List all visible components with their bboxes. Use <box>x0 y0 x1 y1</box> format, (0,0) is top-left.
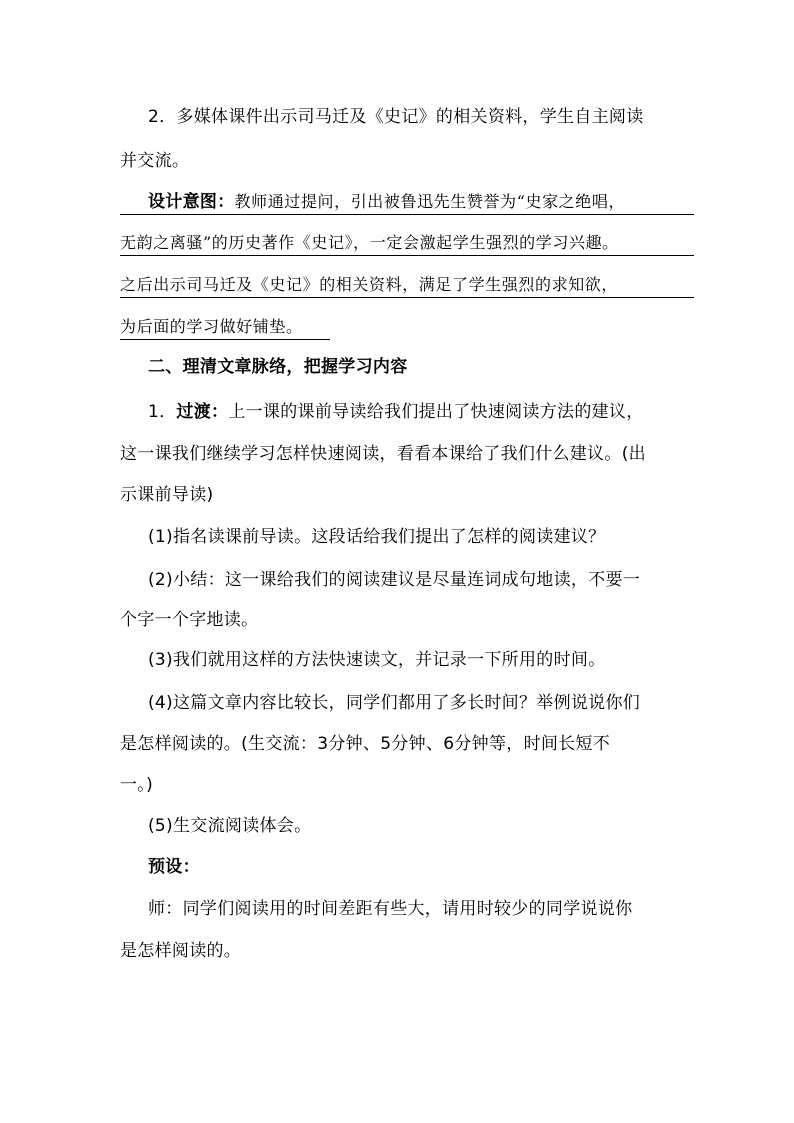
item2-line1: 2．多媒体课件出示司马迁及《史记》的相关资料，学生自主阅读 <box>148 107 644 127</box>
step4-line3: 一。) <box>120 775 154 795</box>
section2-heading: 二、理清文章脉络，把握学习内容 <box>148 357 408 377</box>
transition-line1 <box>148 401 644 423</box>
step1: (1)指名读课前导读。这段话给我们提出了怎样的阅读建议？ <box>148 527 606 547</box>
underline <box>120 214 694 215</box>
teacher-line2: 是怎样阅读的。 <box>120 941 242 961</box>
design-intent-line1 <box>148 191 625 213</box>
design-intent-label: 设计意图： <box>148 192 235 212</box>
design-intent-line3: 之后出示司马迁及《史记》的相关资料，满足了学生强烈的求知欲， <box>120 275 619 294</box>
transition-label: 过渡： <box>176 402 229 422</box>
step3: (3)我们就用这样的方法快速读文，并记录一下所用的时间。 <box>148 650 606 670</box>
underline <box>120 297 694 298</box>
step5: (5)生交流阅读体会。 <box>148 816 312 836</box>
underline <box>120 339 330 340</box>
transition-line3: 示课前导读) <box>120 485 214 505</box>
preset-label: 预设： <box>148 857 200 877</box>
step4-line2: 是怎样阅读的。(生交流：3分钟、5分钟、6分钟等，时间长短不 <box>120 734 611 754</box>
transition-number: 1． <box>148 402 177 422</box>
design-intent-line2: 无韵之离骚”的历史著作《史记》，一定会激起学生强烈的学习兴趣。 <box>120 233 619 252</box>
step4-line1: (4)这篇文章内容比较长，同学们都用了多长时间？举例说说你们 <box>148 693 641 713</box>
design-intent-text-1: 教师通过提问，引出被鲁迅先生赞誉为“史家之绝唱， <box>234 192 626 211</box>
transition-text-1: 上一课的课前导读给我们提出了快速阅读方法的建议， <box>228 402 644 422</box>
design-intent-line4: 为后面的学习做好铺垫。 <box>120 317 303 336</box>
item2-line2: 并交流。 <box>120 151 190 171</box>
step2-line1: (2)小结：这一课给我们的阅读建议是尽量连词成句地读，不要一 <box>148 570 641 590</box>
transition-line2: 这一课我们继续学习怎样快速阅读，看看本课给了我们什么建议。(出 <box>120 444 646 464</box>
teacher-line1: 师：同学们阅读用的时间差距有些大，请用时较少的同学说说你 <box>148 899 633 919</box>
underline <box>120 255 694 256</box>
step2-line2: 个字一个字地读。 <box>120 610 259 630</box>
